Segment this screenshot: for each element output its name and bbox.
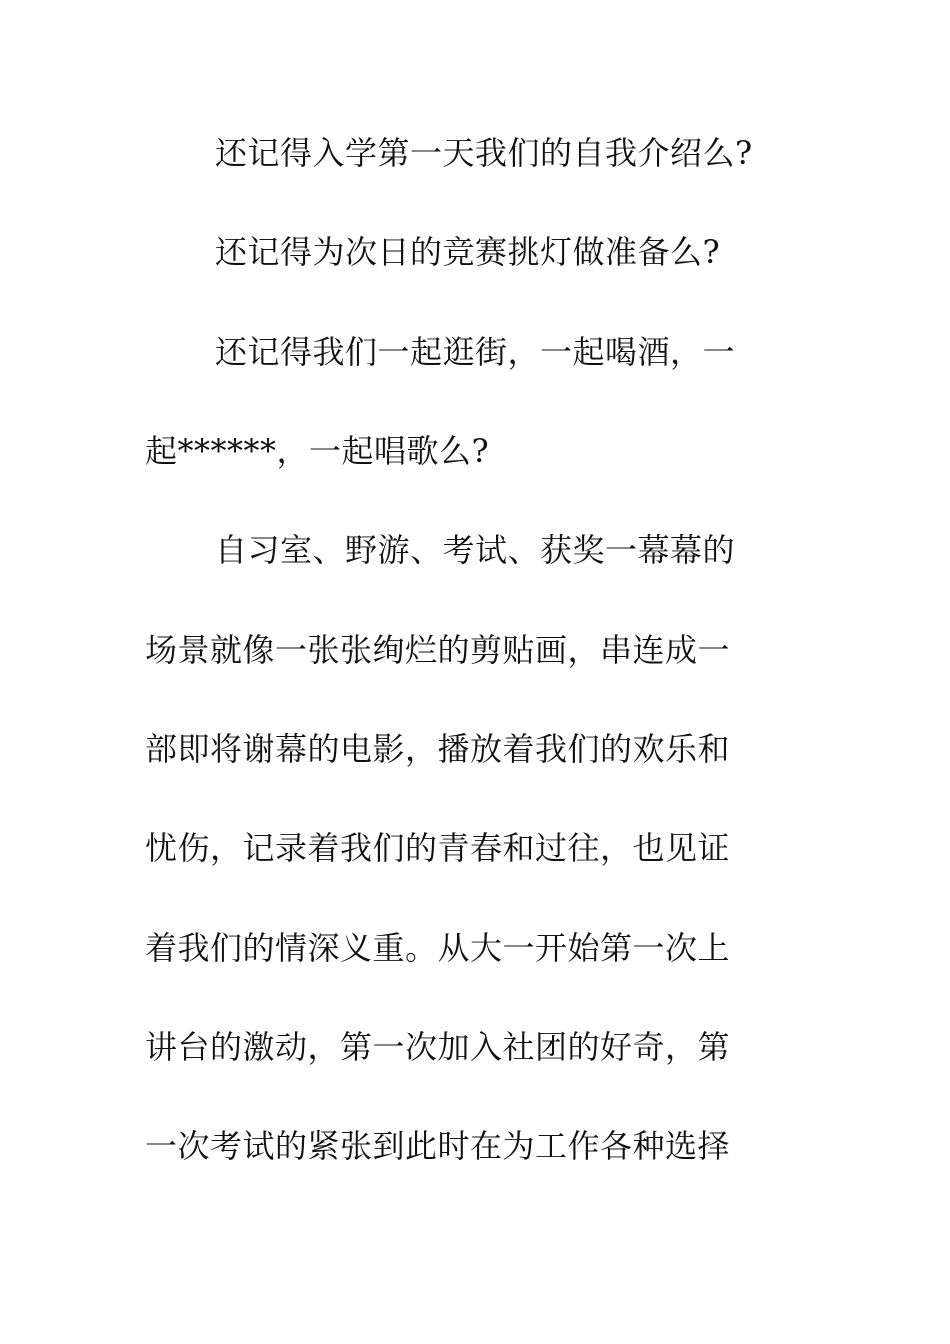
text-line-1: 还记得入学第一天我们的自我介绍么? (215, 134, 753, 172)
text-line-4: 起******，一起唱歌么? (145, 432, 490, 470)
text-line-9: 着我们的情深义重。从大一开始第一次上 (145, 929, 731, 967)
text-line-6: 场景就像一张张绚烂的剪贴画，串连成一 (145, 631, 731, 669)
text-line-5: 自习室、野游、考试、获奖一幕幕的 (215, 531, 736, 569)
text-line-7: 部即将谢幕的电影，播放着我们的欢乐和 (145, 730, 731, 768)
text-line-8: 忧伤，记录着我们的青春和过往，也见证 (145, 829, 731, 867)
text-line-2: 还记得为次日的竞赛挑灯做准备么? (215, 233, 721, 271)
text-line-3: 还记得我们一起逛街，一起喝酒，一 (215, 333, 736, 371)
text-line-10: 讲台的激动，第一次加入社团的好奇，第 (145, 1028, 731, 1066)
text-line-11: 一次考试的紧张到此时在为工作各种选择 (145, 1127, 731, 1165)
